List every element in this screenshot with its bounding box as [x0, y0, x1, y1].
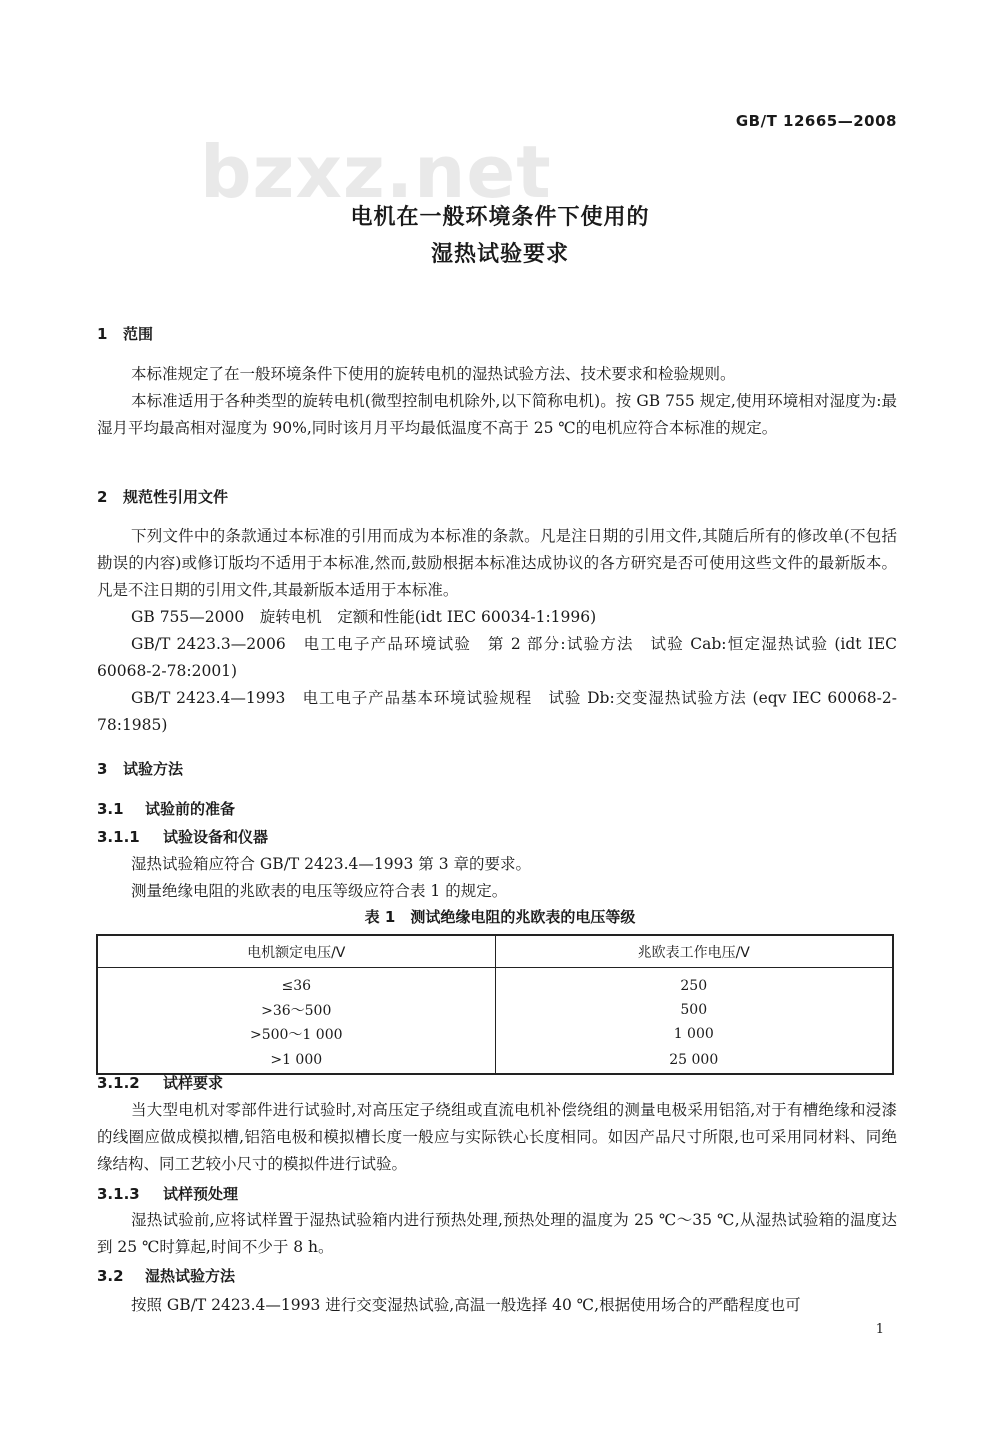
voltage-table: [96, 934, 894, 1075]
paragraph-line: 按照 GB/T 2423.4—1993 进行交变湿热试验,高温一般选择 40 ℃,根据使用场合的严酷程度也可: [131, 1296, 801, 1314]
section-title: 湿热试验方法: [145, 1267, 236, 1285]
table-cell: 250: [495, 968, 893, 999]
table-cell: >500～1 000: [97, 1022, 495, 1046]
watermark-text: bzxz.net: [200, 130, 552, 214]
section-number: 2: [97, 488, 108, 506]
section-number: 3.1: [97, 800, 124, 818]
doc-title-line2: 湿热试验要求: [430, 242, 569, 267]
table-cell: 1 000: [495, 1022, 893, 1046]
paragraph: 湿热试验前,应将试样置于湿热试验箱内进行预热处理,预热处理的温度为 25 ℃～35 ℃,从湿热试验箱的温度达到 25 ℃时算起,时间不少于 8 h。: [97, 1211, 897, 1256]
standard-number: GB/T 12665—2008: [735, 112, 897, 130]
section-number: 3.2: [97, 1267, 124, 1285]
column-header-motor-voltage: 电机额定电压/V: [97, 935, 495, 968]
section-3-1-1-heading: [97, 826, 268, 847]
table-header-row: [97, 935, 893, 968]
section-number: 3.1.3: [97, 1185, 140, 1203]
paragraph-line: 测量绝缘电阻的兆欧表的电压等级应符合表 1 的规定。: [131, 882, 508, 900]
section-title: 试验方法: [123, 760, 184, 778]
section-3-heading: [97, 758, 183, 779]
table-cell: >36～500: [97, 998, 495, 1022]
section-title: 试验设备和仪器: [163, 828, 269, 846]
table-row: [97, 998, 893, 1022]
table-cell: >1 000: [97, 1046, 495, 1074]
section-title: 范围: [123, 325, 154, 343]
section-number: 1: [97, 325, 108, 343]
table-row: [97, 968, 893, 999]
section-title: 规范性引用文件: [123, 488, 229, 506]
table-1-title: 表 1 测试绝缘电阻的兆欧表的电压等级: [364, 908, 636, 926]
table-row: [97, 1046, 893, 1074]
table-cell: 500: [495, 998, 893, 1022]
section-number: 3: [97, 760, 108, 778]
section-title: 试样要求: [163, 1074, 224, 1092]
section-number: 3.1.2: [97, 1074, 140, 1092]
table-cell: 25 000: [495, 1046, 893, 1074]
section-3-2-heading: [97, 1265, 235, 1286]
section-3-1-3-heading: [97, 1183, 238, 1204]
reference-gbt2423-4: GB/T 2423.4—1993 电工电子产品基本环境试验规程 试验 Db:交变湿热试验方法 (eqv IEC 60068-2-78:1985): [97, 689, 897, 734]
reference-gbt2423-3: GB/T 2423.3—2006 电工电子产品环境试验 第 2 部分:试验方法 试验 Cab:恒定湿热试验 (idt IEC 60068-2-78:2001): [97, 635, 897, 680]
page-number: 1: [875, 1322, 884, 1337]
section-title: 试样预处理: [163, 1185, 239, 1203]
paragraph-line: 湿热试验箱应符合 GB/T 2423.4—1993 第 3 章的要求。: [131, 855, 532, 873]
paragraph: 本标准适用于各种类型的旋转电机(微型控制电机除外,以下简称电机)。按 GB 755 规定,使用环境相对湿度为:最湿月平均最高相对湿度为 90%,同时该月月平均最低温度不高于 25 ℃的电机应符合本标准的规定。: [97, 392, 897, 437]
paragraph: 当大型电机对零部件进行试验时,对高压定子绕组或直流电机补偿绕组的测量电极采用铝箔,对于有槽绝缘和浸漆的线圈应做成模拟槽,铝箔电极和模拟槽长度一般应与实际铁心长度相同。如因产品尺寸所限,也可采用同材料、同绝缘结构、同工艺较小尺寸的模拟件进行试验。: [97, 1101, 897, 1173]
section-3-1-2-heading: [97, 1072, 223, 1093]
section-2-heading: [97, 486, 228, 507]
section-3-1-heading: [97, 798, 235, 819]
table-cell: ≤36: [97, 968, 495, 999]
paragraph: 本标准规定了在一般环境条件下使用的旋转电机的湿热试验方法、技术要求和检验规则。: [131, 365, 736, 383]
section-number: 3.1.1: [97, 828, 140, 846]
paragraph: 下列文件中的条款通过本标准的引用而成为本标准的条款。凡是注日期的引用文件,其随后所有的修改单(不包括勘误的内容)或修订版均不适用于本标准,然而,鼓励根据本标准达成协议的各方研究是否可使用这些文件的最新版本。凡是不注日期的引用文件,其最新版本适用于本标准。: [97, 527, 897, 599]
reference-gb755: GB 755—2000 旋转电机 定额和性能(idt IEC 60034-1:1996): [131, 608, 597, 626]
section-1-heading: [97, 323, 153, 344]
column-header-megger-voltage: 兆欧表工作电压/V: [495, 935, 893, 968]
table-row: [97, 1022, 893, 1046]
doc-title-line1: 电机在一般环境条件下使用的: [350, 205, 650, 230]
section-title: 试验前的准备: [145, 800, 236, 818]
